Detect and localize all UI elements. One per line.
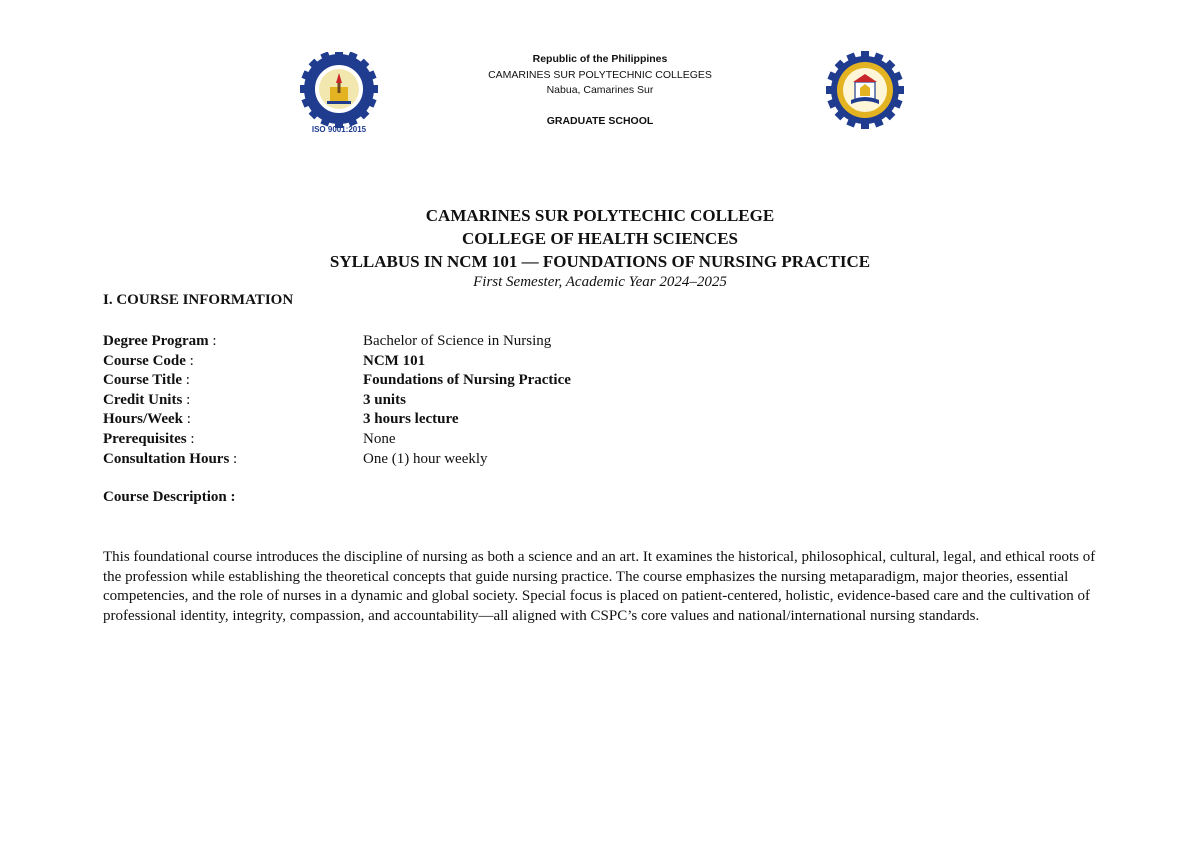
letterhead-school: GRADUATE SCHOOL — [546, 114, 654, 127]
info-separator: : — [212, 333, 217, 349]
graduate-school-seal-logo — [822, 50, 908, 132]
info-separator: : — [190, 430, 195, 447]
info-separator: : — [186, 411, 191, 428]
info-row-hours — [103, 410, 571, 430]
info-separator: : — [233, 450, 238, 467]
info-value: 3 hours lecture — [363, 411, 459, 428]
info-separator: : — [186, 391, 191, 408]
info-label: Prerequisites — [103, 430, 187, 447]
syllabus-title: SYLLABUS IN NCM 101 — FOUNDATIONS OF NURSING PRACTICE — [329, 252, 871, 271]
info-value: Foundations of Nursing Practice — [363, 372, 571, 389]
section-heading: I. COURSE INFORMATION — [103, 292, 294, 308]
info-separator: : — [185, 372, 190, 389]
letterhead — [450, 52, 750, 129]
info-label: Course Code — [103, 352, 186, 369]
info-value: None — [363, 430, 396, 447]
info-row-consultation — [103, 450, 571, 470]
info-row-prereq — [103, 430, 571, 450]
info-value: One (1) hour weekly — [363, 450, 488, 467]
letterhead-country: Republic of the Philippines — [532, 53, 668, 65]
info-row-units — [103, 391, 571, 411]
info-label: Hours/Week — [103, 411, 184, 428]
course-description-heading: Course Description : — [103, 489, 236, 505]
info-separator: : — [189, 352, 194, 369]
info-label: Credit Units — [103, 391, 183, 408]
info-label: Degree Program — [103, 333, 209, 349]
department-name: COLLEGE OF HEALTH SCIENCES — [461, 229, 739, 248]
course-info-list — [103, 332, 571, 469]
letterhead-location: Nabua, Camarines Sur — [546, 84, 654, 96]
info-row-code — [103, 352, 571, 372]
info-label: Course Title — [103, 372, 183, 389]
iso-caption: ISO 9001:2015 — [311, 125, 367, 134]
syllabus-title-block — [0, 204, 1200, 292]
info-label: Consultation Hours — [103, 450, 230, 467]
info-row-title — [103, 371, 571, 391]
college-name: CAMARINES SUR POLYTECHIC COLLEGE — [425, 206, 775, 225]
info-value: Bachelor of Science in Nursing — [363, 333, 552, 349]
semester-subtitle: First Semester, Academic Year 2024–2025 — [473, 274, 727, 290]
letterhead-institution: CAMARINES SUR POLYTECHNIC COLLEGES — [488, 68, 712, 81]
info-row-degree — [103, 332, 571, 352]
info-value: NCM 101 — [363, 352, 426, 369]
info-value: 3 units — [363, 391, 406, 408]
cspc-seal-logo — [296, 52, 382, 134]
course-description-text: This foundational course introduces the discipline of nursing as both a science and an art. It examines the historical, philosophical, cultural, legal, and ethical roots of the profession while establishing the theoretical concepts that guide nursing practice. The course emphasizes the nursing metaparadigm, major theories, essential competencies, and the role of nurses in a dynamic and global society. Special focus is placed on patient-centered, holistic, evidence-based care and the cultivation of professional identity, integrity, compassion, and accountability—all aligned with CSPC’s core values and national/international nursing standards. — [103, 549, 1096, 624]
